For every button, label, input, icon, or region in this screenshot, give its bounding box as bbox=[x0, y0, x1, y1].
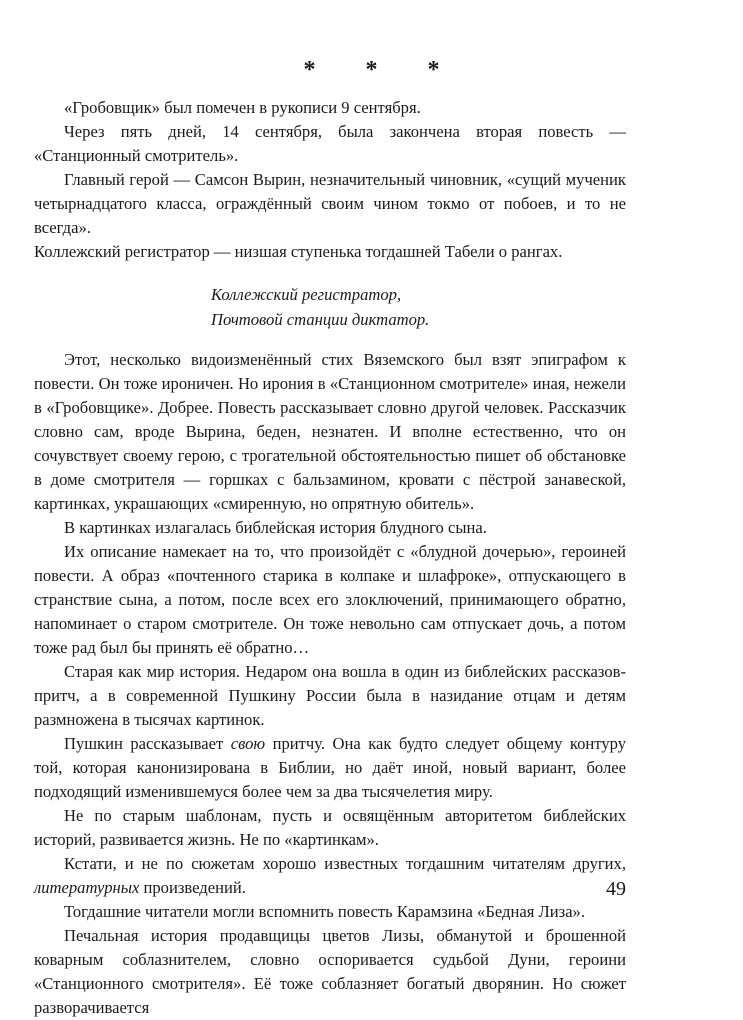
paragraph: Главный герой — Самсон Вырин, незначительный чиновник, «сущий мученик четырнадцатого класса, ограждённый своим чином токмо от побоев, и то не всегда». bbox=[34, 170, 626, 237]
paragraph: Их описание намекает на то, что произойдёт с «блудной дочерью», героиней повести. А образ «почтенного старика в колпаке и шлафроке», отпускающего в странствие сына, а потом, после всех его злоключений, принимающего обратно, напоминает о старом смотрителе. Он тоже невольно сам отпускает дочь, а потом тоже рад был бы принять её обратно… bbox=[34, 542, 626, 657]
text-run: произведений. bbox=[139, 878, 246, 897]
paragraph bbox=[34, 732, 626, 804]
paragraph: В картинках излагалась библейская история блудного сына. bbox=[64, 518, 487, 537]
paragraph: Тогдашние читатели могли вспомнить повесть Карамзина «Бедная Лиза». bbox=[64, 902, 586, 921]
paragraph: Через пять дней, 14 сентября, была закончена вторая повесть — «Станционный смотритель». bbox=[34, 122, 626, 165]
text-run: Кстати, и не по сюжетам хорошо известных тогдашним читателям других, bbox=[64, 854, 626, 873]
emphasis-text: литературных bbox=[34, 878, 140, 897]
text-run: Пушкин рассказывает bbox=[64, 734, 231, 753]
epigraph bbox=[211, 282, 626, 332]
paragraph: Этот, несколько видоизменённый стих Вяземского был взят эпиграфом к повести. Он тоже ироничен. Но ирония в «Станционном смотрителе» иная, нежели в «Гробовщике». Добрее. Повесть рассказывает словно другой человек. Рассказчик словно сам, вроде Вырина, беден, незнатен. И вполне естественно, что он сочувствует своему герою, с трогательной обстоятельностью пишет об обстановке в доме смотрителя — горшках с бальзамином, кровати с пёстрой занавеской, картинках, украшающих «смиренную, но опрятную обитель». bbox=[34, 350, 626, 513]
paragraph: Не по старым шаблонам, пусть и освящённым авторитетом библейских историй, развивается жизнь. Не по «картинкам». bbox=[34, 806, 626, 849]
text-run: притчу. Она как будто следует общему контуру той, которая канонизирована в Библии, но даёт иной, новый вариант, более подходящий изменившемуся более чем за два тысячелетия миру. bbox=[34, 734, 626, 801]
paragraph: Старая как мир история. Недаром она вошла в один из библейских рассказов-притч, а в современной Пушкину России была в назидание отцам и детям размножена в тысячах картинок. bbox=[34, 662, 626, 729]
section-break-asterisks: * * * bbox=[303, 57, 462, 83]
paragraph: «Гробовщик» был помечен в рукописи 9 сентября. bbox=[64, 98, 421, 117]
page-number: 49 bbox=[606, 878, 626, 900]
epigraph-line: Почтовой станции диктатор. bbox=[211, 310, 430, 329]
paragraph bbox=[34, 852, 626, 900]
paragraph: Печальная история продавщицы цветов Лизы, обманутой и брошенной коварным соблазнителем, словно оспоривается судьбой Дуни, героини «Станционного смотрителя». Её тоже соблазняет богатый дворянин. Но сюжет разворачивается bbox=[34, 926, 626, 1017]
paragraph: Коллежский регистратор — низшая ступенька тогдашней Табели о рангах. bbox=[34, 242, 563, 261]
emphasis-text: свою bbox=[230, 734, 266, 753]
epigraph-line: Коллежский регистратор, bbox=[211, 285, 402, 304]
page-body bbox=[34, 96, 626, 1020]
